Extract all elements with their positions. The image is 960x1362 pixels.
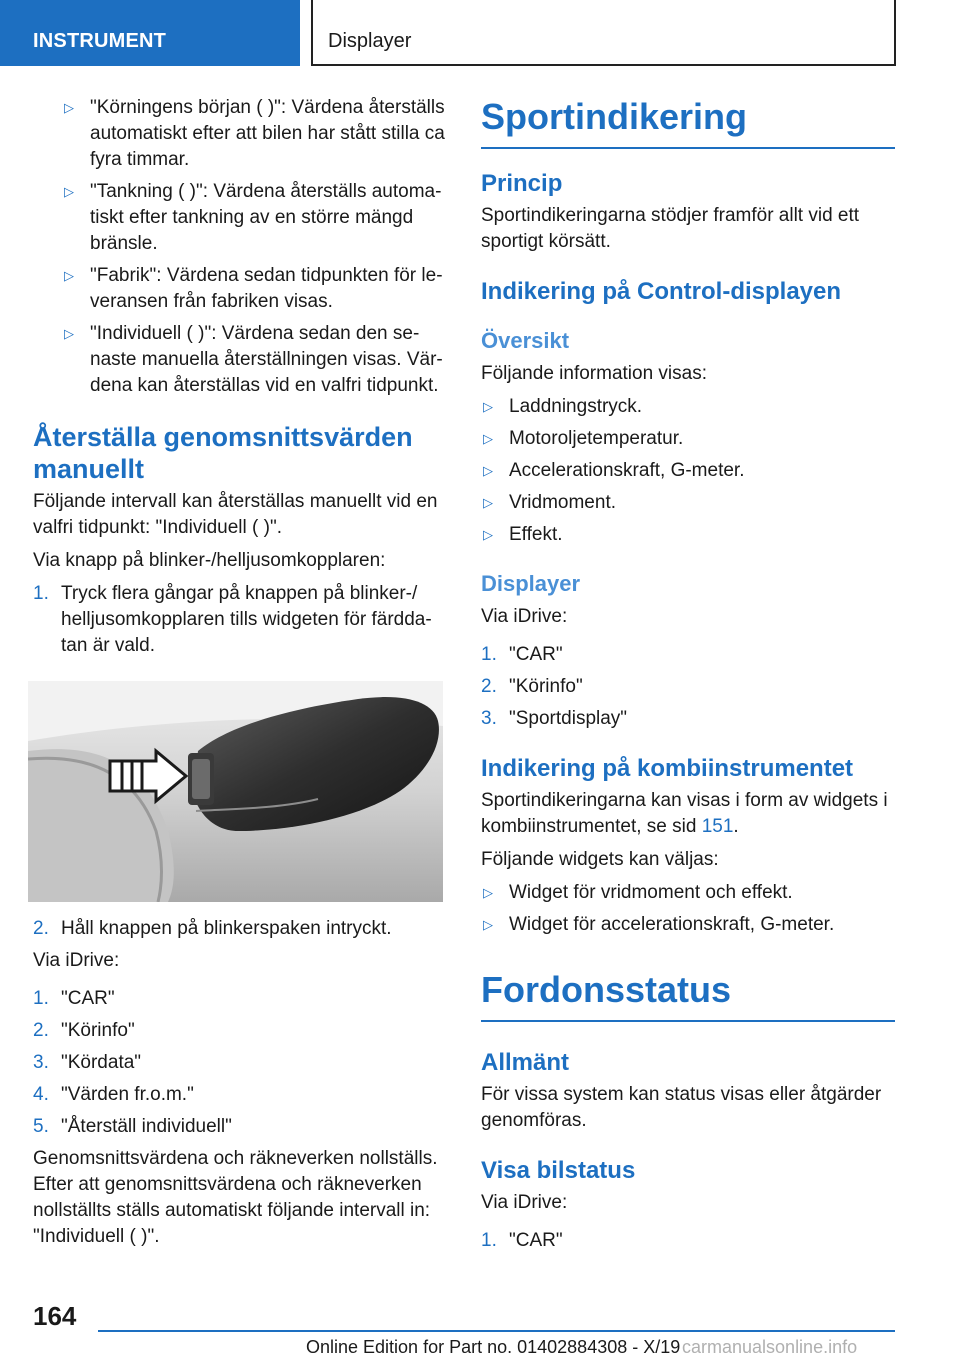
section-label: INSTRUMENT <box>33 30 167 52</box>
footer-divider <box>98 1330 895 1332</box>
menu-step: 4. "Värden fr.o.m." <box>33 1084 194 1105</box>
menu-step: 1. "CAR" <box>481 1230 563 1251</box>
section-heading-reset: Återställa genomsnittsvärden manuellt <box>33 422 413 484</box>
list-item: ▷ Accelerationskraft, G-meter. <box>481 458 895 484</box>
menu-step: 5. "Återställ individuell" <box>33 1116 232 1137</box>
heading-visa-bilstatus: Visa bilstatus <box>481 1157 636 1184</box>
list-item: ▷ Vridmoment. <box>481 490 895 516</box>
bullet-triangle-icon: ▷ <box>483 399 493 414</box>
bullet-triangle-icon: ▷ <box>64 100 74 115</box>
paragraph: Via knapp på blinker-/helljusomkopplaren: <box>33 550 386 571</box>
paragraph: Sportindikeringarna kan visas i form av widgets i kombiinstrumentet, se sid 151. <box>481 790 888 837</box>
list-item: ▷ "Tankning ( )": Värdena återställs automatiskt efter tankning av en större mängd bränsle. <box>64 181 442 254</box>
paragraph: Via iDrive: <box>481 606 568 627</box>
paragraph: Sportindikeringarna stödjer framför allt vid ett sportigt körsätt. <box>481 205 860 252</box>
paragraph: Via iDrive: <box>481 1192 568 1213</box>
edition-text: Online Edition for Part no. 01402884308 - X/19 <box>306 1337 681 1357</box>
bullet-triangle-icon: ▷ <box>64 268 74 283</box>
heading-princip: Princip <box>481 170 563 197</box>
list-item: ▷ "Körningens början ( )": Värdena återställs automatiskt efter att bilen har stått stilla ca fyra timmar. <box>64 97 445 170</box>
bullet-triangle-icon: ▷ <box>64 326 74 341</box>
list-item: ▷ Effekt. <box>481 522 895 548</box>
paragraph: För vissa system kan status visas eller åtgärder genomföras. <box>481 1084 882 1131</box>
heading-allmant: Allmänt <box>481 1049 570 1076</box>
paragraph: Följande intervall kan återställas manuellt vid en valfri tidpunkt: "Individuell ( )". <box>33 491 438 538</box>
bullet-triangle-icon: ▷ <box>483 463 493 478</box>
bullet-triangle-icon: ▷ <box>483 917 493 932</box>
paragraph: Följande information visas: <box>481 363 707 384</box>
bullet-triangle-icon: ▷ <box>483 527 493 542</box>
chapter-tab <box>311 0 896 66</box>
heading-control-display: Indikering på Control-displayen <box>481 278 842 305</box>
step-item: 1. Tryck flera gångar på knappen på blinker-/ helljusomkopplaren tills widgeten för färddatan är vald. <box>33 583 432 656</box>
bullet-triangle-icon: ▷ <box>483 885 493 900</box>
page-number: 164 <box>33 1301 77 1331</box>
menu-step: 1. "CAR" <box>481 644 563 665</box>
paragraph: Följande widgets kan väljas: <box>481 849 719 870</box>
list-item: ▷ "Individuell ( )": Värdena sedan den senaste manuella återställningen visas. Värdena kan återställas vid en valfri tidpunkt. <box>64 323 443 396</box>
heading-kombi: Indikering på kombiinstrumentet <box>481 755 854 782</box>
menu-step: 2. "Körinfo" <box>33 1020 135 1041</box>
list-item: ▷ Widget för accelerationskraft, G-meter. <box>481 912 895 938</box>
left-column <box>33 95 445 1257</box>
chapter-title-sport: Sportindikering <box>481 95 895 149</box>
menu-step: 3. "Sportdisplay" <box>481 708 628 729</box>
list-item: ▷ Motoroljetemperatur. <box>481 426 895 452</box>
chapter-title-fordon: Fordonsstatus <box>481 968 895 1022</box>
bullet-triangle-icon: ▷ <box>483 495 493 510</box>
bullet-triangle-icon: ▷ <box>483 431 493 446</box>
paragraph: Genomsnittsvärdena och räkneverken nollställs. Efter att genomsnittsvärdena och räkneverken nollställts ställs automatiskt följande intervall in: "Individuell ( )". <box>33 1148 438 1247</box>
paragraph: Via iDrive: <box>33 950 120 971</box>
menu-step: 2. "Körinfo" <box>481 676 583 697</box>
section-tab <box>0 0 300 66</box>
chapter-label: Displayer <box>328 30 412 52</box>
list-item: ▷ Widget för vridmoment och effekt. <box>481 880 895 906</box>
menu-step: 3. "Kördata" <box>33 1052 142 1073</box>
turn-signal-lever-illustration <box>28 681 443 902</box>
step-item: 2. Håll knappen på blinkerspaken intryckt. <box>33 918 392 939</box>
page-reference-link[interactable]: 151 <box>701 816 734 837</box>
menu-step: 1. "CAR" <box>33 988 115 1009</box>
illustration-turn-signal-button <box>28 681 443 902</box>
right-column <box>481 95 895 1260</box>
heading-oversikt: Översikt <box>481 328 570 353</box>
heading-displayer: Displayer <box>481 571 581 596</box>
list-item: ▷ Laddningstryck. <box>481 394 895 420</box>
bullet-triangle-icon: ▷ <box>64 184 74 199</box>
watermark: carmanualsonline.info <box>682 1337 858 1357</box>
list-item: ▷ "Fabrik": Värdena sedan tidpunkten för leveransen från fabriken visas. <box>64 265 443 312</box>
